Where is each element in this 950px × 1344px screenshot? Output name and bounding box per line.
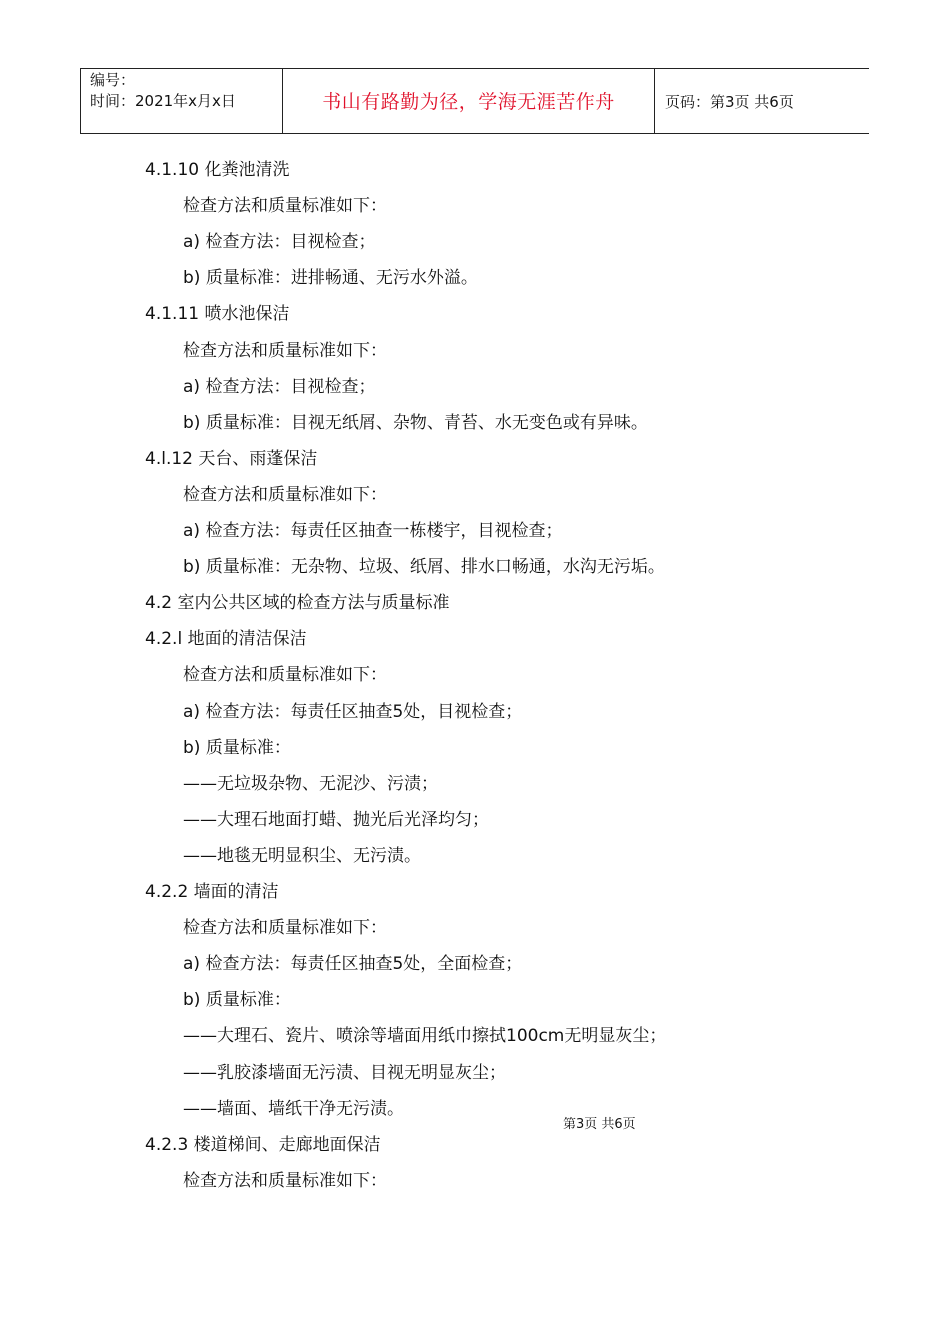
header-meta-cell (81, 69, 283, 133)
body-text-line: 检查方法和质量标准如下： (183, 1171, 387, 1191)
body-text-line: a) 检查方法：目视检查； (183, 232, 376, 252)
body-text-line: b) 质量标准： (183, 738, 291, 758)
section-heading: 4.2.l 地面的清洁保洁 (145, 629, 307, 649)
body-text-line: b) 质量标准： (183, 990, 291, 1010)
section-heading: 4.l.12 天台、雨蓬保洁 (145, 449, 318, 469)
body-text-line: ——大理石地面打蜡、抛光后光泽均匀； (183, 810, 489, 830)
body-text-line: b) 质量标准：无杂物、垃圾、纸屑、排水口畅通，水沟无污垢。 (183, 557, 665, 577)
body-text-line: ——地毯无明显积尘、无污渍。 (183, 846, 421, 866)
body-text-line: ——墙面、墙纸干净无污渍。 (183, 1099, 404, 1119)
body-text-line: 检查方法和质量标准如下： (183, 485, 387, 505)
body-text-line: ——无垃圾杂物、无泥沙、污渍； (183, 774, 438, 794)
body-text-line: b) 质量标准：目视无纸屑、杂物、青苔、水无变色或有异味。 (183, 413, 648, 433)
body-text-line: a) 检查方法：每责任区抽查一栋楼宇，目视检查； (183, 521, 563, 541)
section-heading: 4.1.10 化粪池清洗 (145, 160, 290, 180)
body-text-line: 检查方法和质量标准如下： (183, 918, 387, 938)
body-text-line: a) 检查方法：目视检查； (183, 377, 376, 397)
body-text-line: 检查方法和质量标准如下： (183, 665, 387, 685)
header-page-info: 页码：第3页 共6页 (665, 93, 794, 111)
document-number-label: 编号： (90, 71, 136, 89)
body-text-line: a) 检查方法：每责任区抽查5处，目视检查； (183, 702, 523, 722)
body-text-line: b) 质量标准：进排畅通、无污水外溢。 (183, 268, 478, 288)
body-text-line: 检查方法和质量标准如下： (183, 196, 387, 216)
body-text-line: ——大理石、瓷片、喷涂等墙面用纸巾擦拭100cm无明显灰尘； (183, 1026, 667, 1046)
body-text-line: 检查方法和质量标准如下： (183, 341, 387, 361)
page-footer: 第3页 共6页 (563, 1117, 636, 1132)
body-text-line: ——乳胶漆墙面无污渍、目视无明显灰尘； (183, 1063, 506, 1083)
section-heading: 4.2.3 楼道梯间、走廊地面保洁 (145, 1135, 381, 1155)
body-text-line: a) 检查方法：每责任区抽查5处，全面检查； (183, 954, 523, 974)
document-time-label: 时间：2021年x月x日 (90, 92, 236, 110)
document-header (80, 68, 869, 134)
section-heading: 4.1.11 喷水池保洁 (145, 304, 290, 324)
header-slogan: 书山有路勤为径，学海无涯苦作舟 (283, 69, 655, 133)
section-heading: 4.2 室内公共区域的检查方法与质量标准 (145, 593, 450, 613)
section-heading: 4.2.2 墙面的清洁 (145, 882, 279, 902)
